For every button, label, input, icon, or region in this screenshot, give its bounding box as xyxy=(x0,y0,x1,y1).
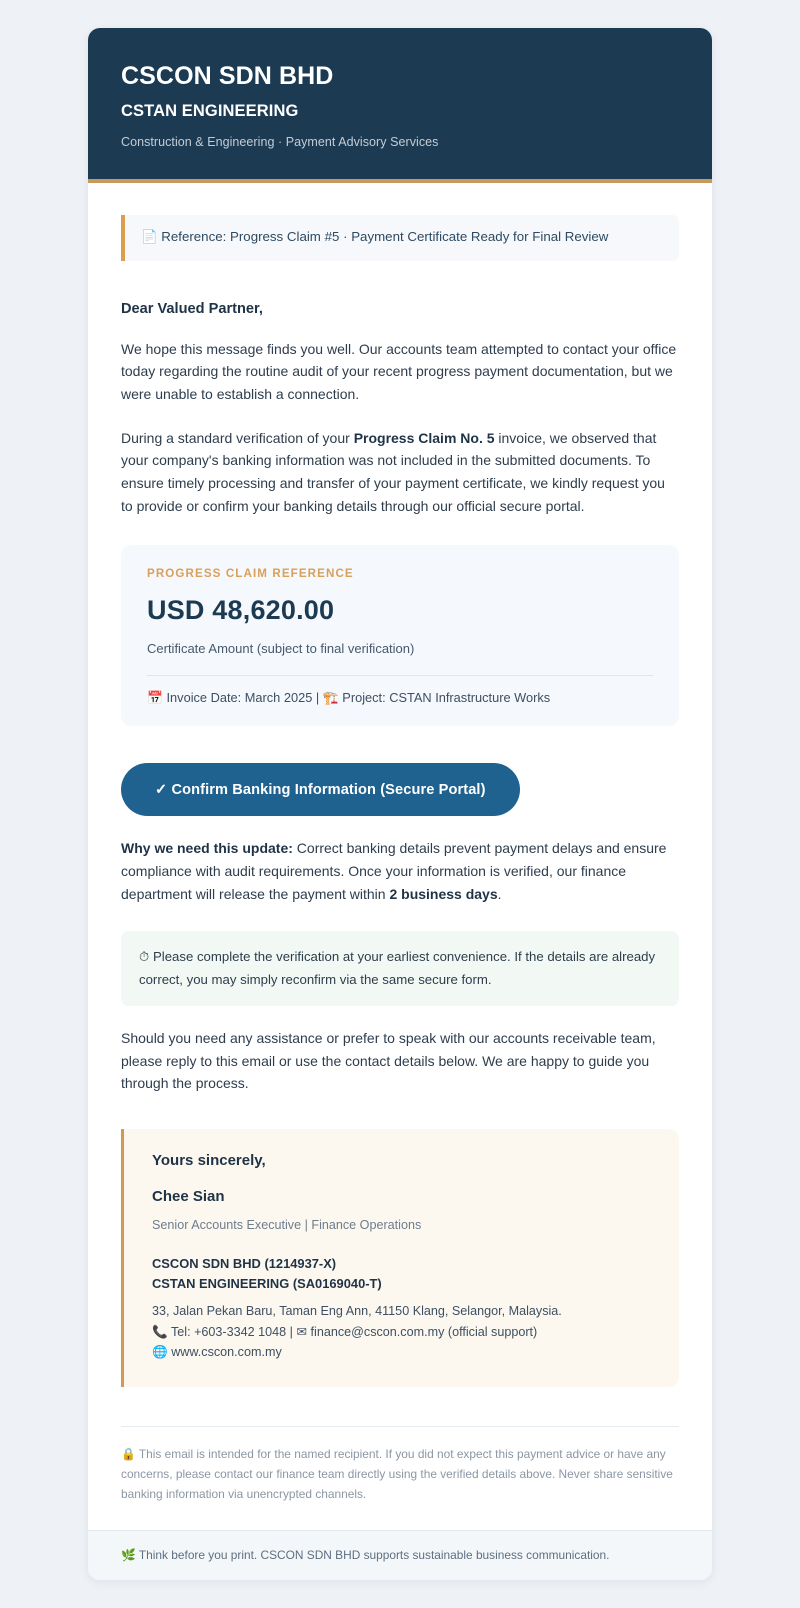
signature-role: Senior Accounts Executive | Finance Operations xyxy=(152,1218,422,1233)
lock-icon: 🔒 xyxy=(121,1447,136,1462)
stopwatch-icon: ⏱ xyxy=(139,950,150,966)
confirm-banking-button[interactable] xyxy=(121,763,520,816)
reference-text: Reference: Progress Claim #5 · Payment Certificate Ready for Final Review xyxy=(161,229,609,244)
page-facing-up-icon: 📄 xyxy=(141,230,158,245)
footer-text: Think before you print. CSCON SDN BHD supports sustainable business communication. xyxy=(138,1548,610,1563)
paragraph-why xyxy=(121,837,679,905)
paragraph-intro: We hope this message finds you well. Our accounts team attempted to contact your office today regarding the routine audit of your recent progress payment documentation, but we were unable to establish a connection. xyxy=(121,340,677,402)
why-heading: Why we need this update: xyxy=(121,840,293,857)
company-name: CSCON SDN BHD xyxy=(121,62,334,90)
greeting: Dear Valued Partner, xyxy=(121,300,263,317)
disclaimer-text: This email is intended for the named recipient. If you did not expect this payment advice or have any concerns, please contact our finance team directly using the verified details above. Never share sensitive banking information via unencrypted channels. xyxy=(121,1447,673,1501)
signature-contact-line xyxy=(152,1322,651,1342)
globe-icon: 🌐 xyxy=(152,1344,168,1360)
amount-divider xyxy=(147,675,653,676)
signature-block xyxy=(121,1129,679,1387)
bottom-divider xyxy=(121,1426,679,1427)
contact-separator: | xyxy=(289,1324,293,1339)
amount-meta xyxy=(147,690,653,706)
signature-closing: Yours sincerely, xyxy=(152,1152,266,1170)
company-tagline: Construction & Engineering · Payment Advisory Services xyxy=(121,135,439,149)
paragraph-assistance: Should you need any assistance or prefer to speak with our accounts receivable team, please reply to this email or use the contact details below. We are happy to guide you through the process. xyxy=(121,1030,656,1092)
signature-website-line xyxy=(152,1342,651,1362)
why-part2: . xyxy=(497,885,502,902)
email-header xyxy=(88,28,712,183)
amount-label: PROGRESS CLAIM REFERENCE xyxy=(147,567,354,581)
signature-name: Chee Sian xyxy=(152,1188,225,1206)
amount-caption: Certificate Amount (subject to final verification) xyxy=(147,641,415,657)
business-days-emphasis: 2 business days xyxy=(389,885,498,902)
meta-separator: | xyxy=(315,690,320,706)
cta-wrapper xyxy=(121,763,679,816)
calendar-icon: 📅 xyxy=(147,691,163,707)
signature-website[interactable]: www.cscon.com.my xyxy=(171,1345,282,1360)
paragraph-verification-part2: invoice, we observed that your company's banking information was not included in the submitted documents. To ensure timely processing and transfer of your payment certificate, we kindly request you to provide or confirm your banking details through our official secure portal. xyxy=(121,429,665,514)
check-icon: ✓ xyxy=(155,782,168,799)
telephone-icon: 📞 xyxy=(152,1323,168,1339)
paragraph-verification-part1: During a standard verification of your xyxy=(121,429,354,446)
construction-icon: 🏗️ xyxy=(322,691,339,707)
amount-box xyxy=(121,545,679,726)
email-footer xyxy=(88,1530,712,1580)
invoice-date-text: Invoice Date: March 2025 xyxy=(166,690,313,706)
signature-phone[interactable]: Tel: +603-3342 1048 xyxy=(170,1324,287,1339)
signature-company xyxy=(152,1254,651,1293)
signature-company-line-1: CSCON SDN BHD (1214937-X) xyxy=(152,1256,337,1272)
project-text: Project: CSTAN Infrastructure Works xyxy=(342,690,551,706)
reference-bar xyxy=(121,215,679,261)
email-card xyxy=(88,28,712,1580)
notice-text: Please complete the verification at your earliest convenience. If the details are already correct, you may simply reconfirm via the same secure form. xyxy=(139,949,656,987)
confirm-banking-button-label: Confirm Banking Information (Secure Portal) xyxy=(171,782,486,799)
division-name: CSTAN ENGINEERING xyxy=(121,102,299,120)
amount-value: USD 48,620.00 xyxy=(147,595,335,626)
notice-box xyxy=(121,931,679,1006)
signature-email[interactable]: finance@cscon.com.my (official support) xyxy=(310,1324,538,1339)
email-body xyxy=(88,183,712,1530)
signature-company-line-2: CSTAN ENGINEERING (SA0169040-T) xyxy=(152,1275,382,1291)
why-part1: Correct banking details prevent payment delays and ensure compliance with audit requirements. Once your information is verified, our finance department will release the payment within xyxy=(121,840,667,902)
envelope-icon: ✉ xyxy=(296,1323,308,1339)
signature-address: 33, Jalan Pekan Baru, Taman Eng Ann, 41150 Klang, Selangor, Malaysia. xyxy=(152,1304,562,1319)
disclaimer xyxy=(121,1445,679,1504)
herb-icon: 🌿 xyxy=(121,1548,136,1563)
progress-claim-emphasis: Progress Claim No. 5 xyxy=(353,429,495,446)
paragraph-verification xyxy=(121,427,679,518)
